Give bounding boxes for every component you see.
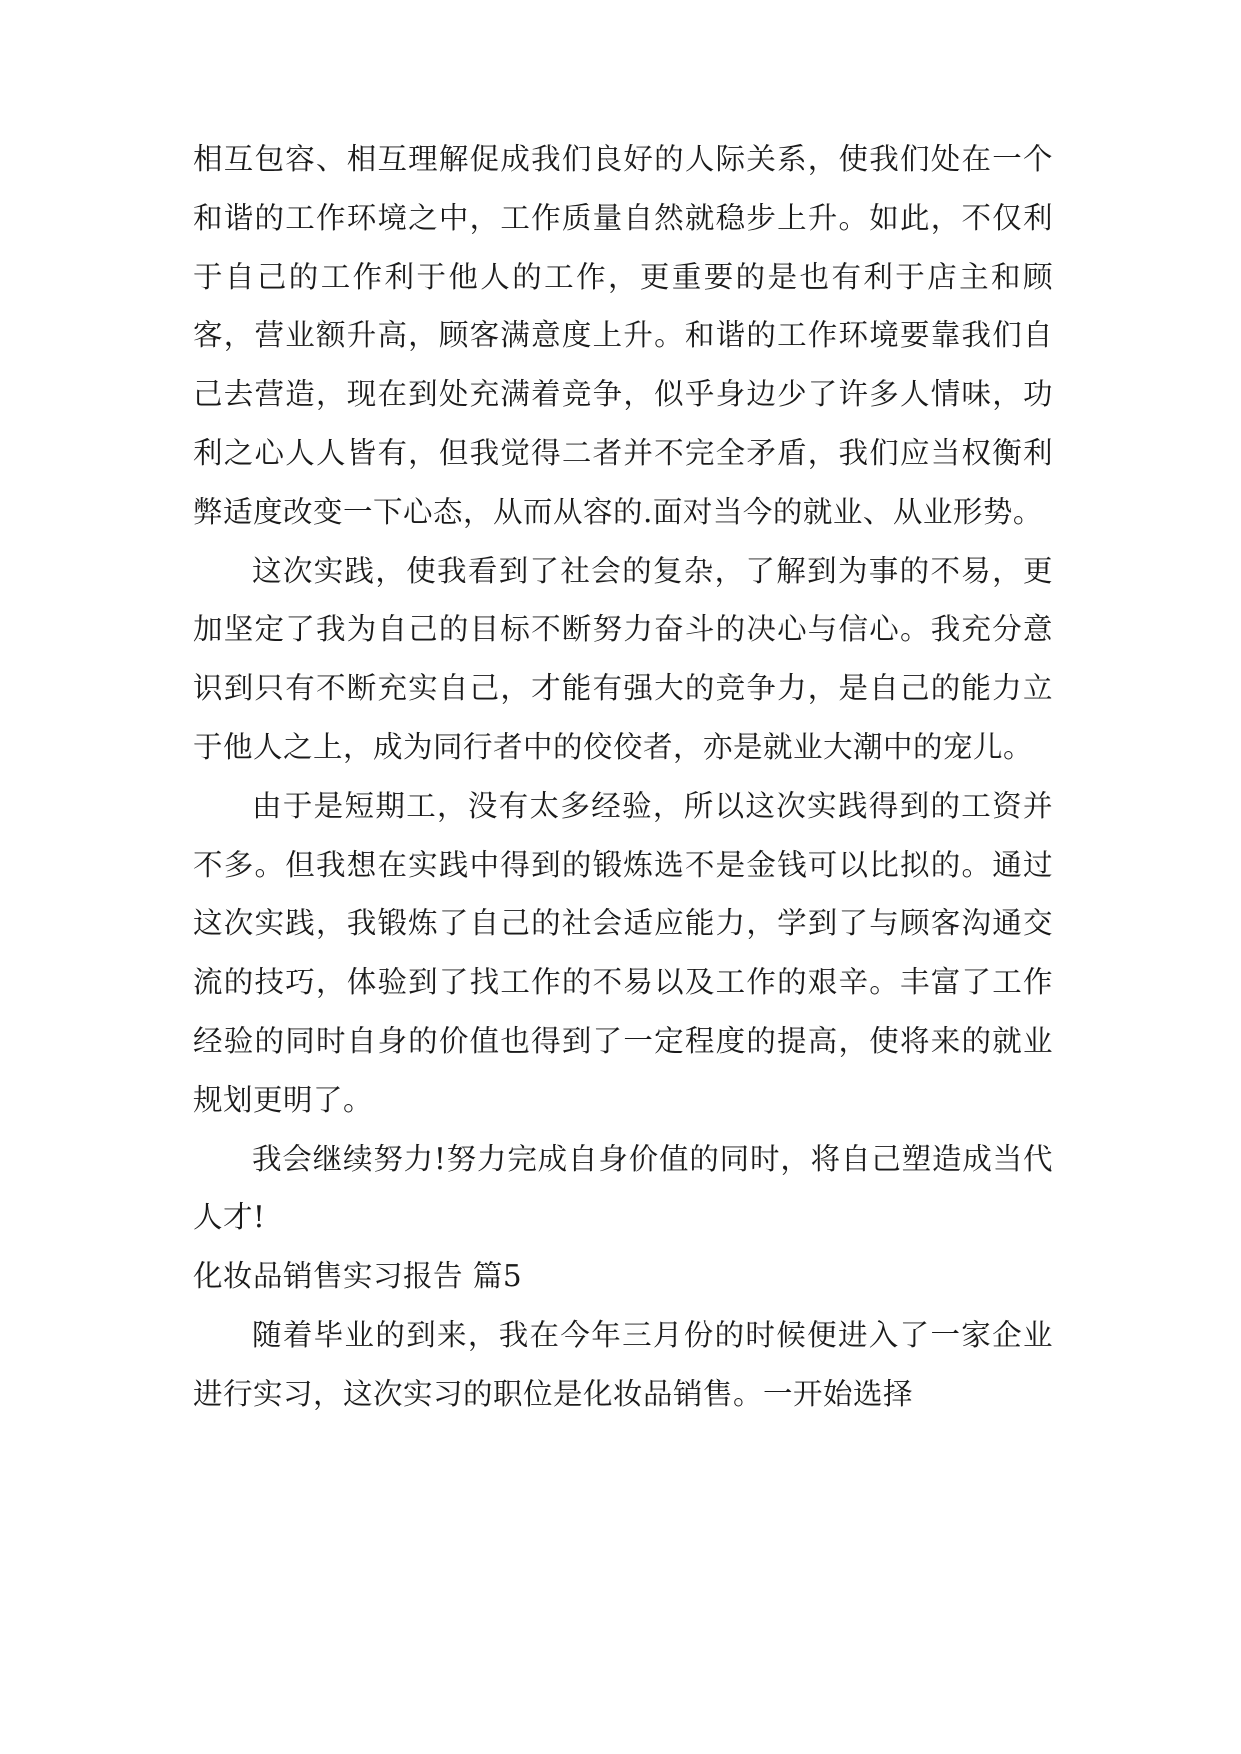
paragraph-3: 由于是短期工，没有太多经验，所以这次实践得到的工资并不多。但我想在实践中得到的锻炼选不是金钱可以比拟的。通过这次实践，我锻炼了自己的社会适应能力，学到了与顾客沟通交流的技巧，体验到了找工作的不易以及工作的艰辛。丰富了工作经验的同时自身的价值也得到了一定程度的提高，使将来的就业规划更明了。	[193, 788, 1053, 1117]
section-heading: 化妆品销售实习报告 篇5	[193, 1259, 523, 1294]
paragraph-5: 随着毕业的到来，我在今年三月份的时候便进入了一家企业进行实习，这次实习的职位是化妆品销售。一开始选择	[193, 1317, 1053, 1411]
paragraph-2: 这次实践，使我看到了社会的复杂，了解到为事的不易，更加坚定了我为自己的目标不断努力奋斗的决心与信心。我充分意识到只有不断充实自己，才能有强大的竞争力，是自己的能力立于他人之上，成为同行者中的佼佼者，亦是就业大潮中的宠儿。	[193, 553, 1053, 764]
document-body	[193, 130, 1053, 1424]
paragraph-4: 我会继续努力!努力完成自身价值的同时，将自己塑造成当代人才!	[193, 1141, 1053, 1235]
paragraph-1: 相互包容、相互理解促成我们良好的人际关系，使我们处在一个和谐的工作环境之中，工作质量自然就稳步上升。如此，不仅利于自己的工作利于他人的工作，更重要的是也有利于店主和顾客，营业额升高，顾客满意度上升。和谐的工作环境要靠我们自己去营造，现在到处充满着竞争，似乎身边少了许多人情味，功利之心人人皆有，但我觉得二者并不完全矛盾，我们应当权衡利弊适度改变一下心态，从而从容的.面对当今的就业、从业形势。	[193, 142, 1053, 529]
